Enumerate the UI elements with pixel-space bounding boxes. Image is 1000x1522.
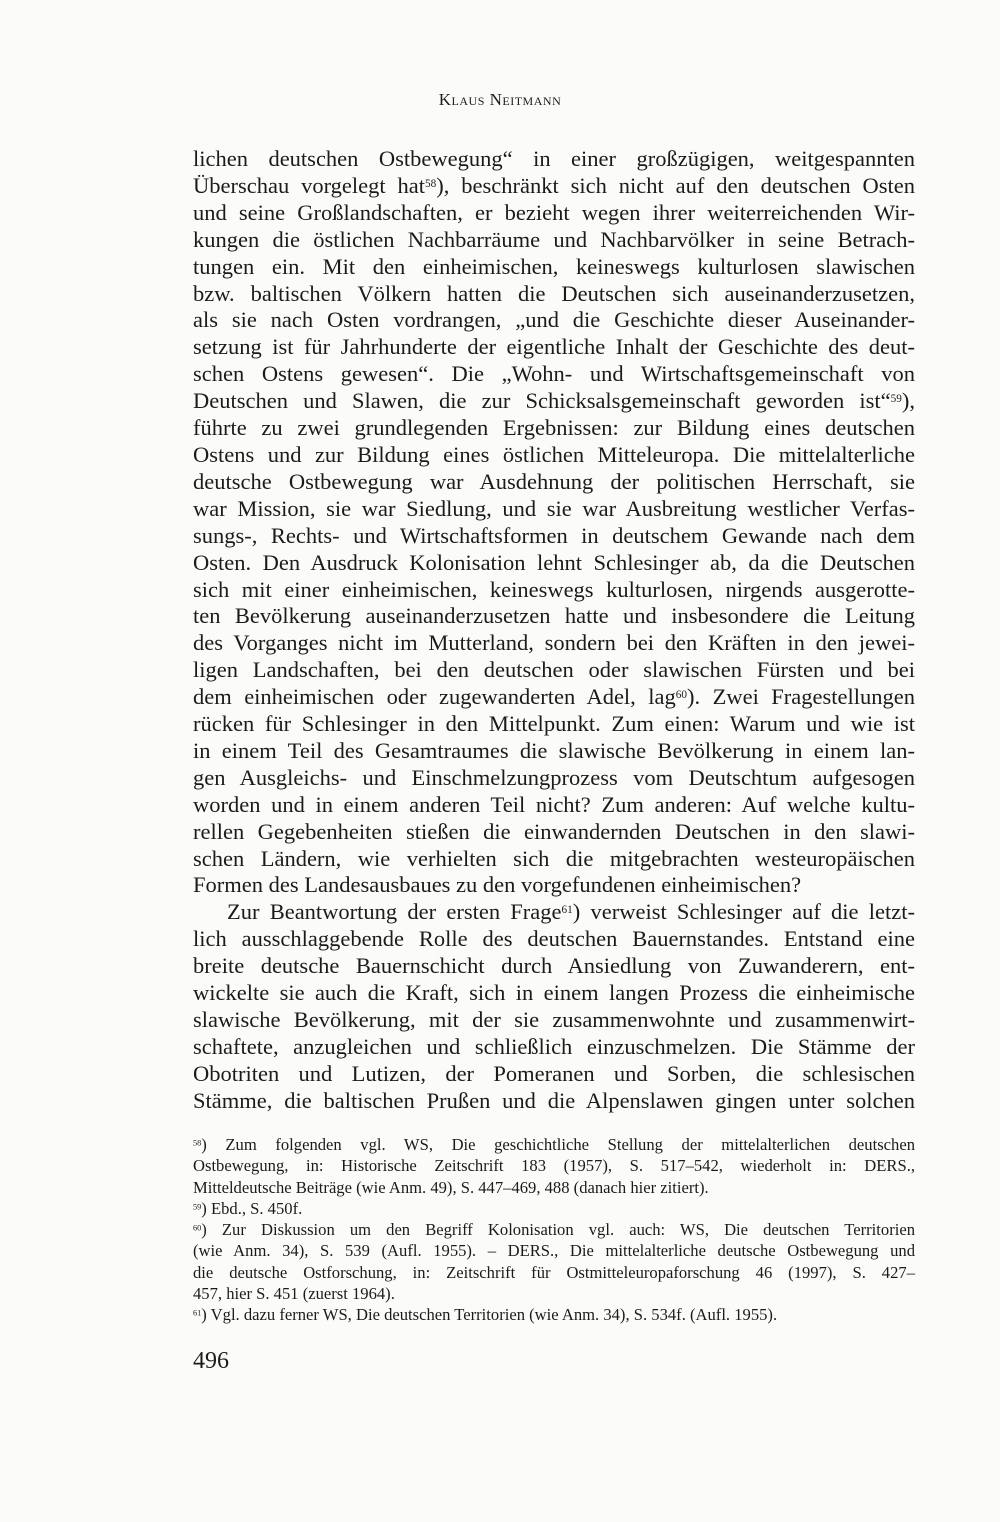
body-line <box>193 550 915 577</box>
text-segment: worden und in einem anderen Teil nicht? Zum anderen: Auf welche kultu- <box>193 791 915 817</box>
body-line <box>193 657 915 684</box>
text-segment: 457, hier S. 451 (zuerst 1964). <box>193 1284 395 1304</box>
page-number: 496 <box>193 1348 229 1374</box>
body-text <box>193 146 915 1115</box>
text-segment: Osten. Den Ausdruck Kolonisation lehnt Schlesinger ab, da die Deutschen <box>193 549 915 575</box>
body-line <box>193 227 915 254</box>
text-segment: Zur Beantwortung der ersten Frage <box>227 899 562 925</box>
text-segment: Deutschen und Slawen, die zur Schicksalsgemeinschaft geworden ist“ <box>193 388 891 414</box>
footnote-reference: 58 <box>425 177 437 190</box>
body-line <box>193 1034 915 1061</box>
footnote-number: 59 <box>193 1202 202 1212</box>
text-segment: deutsche Ostbewegung war Ausdehnung der politischen Herrschaft, sie <box>193 468 915 494</box>
body-line <box>193 361 915 388</box>
body-line <box>193 469 915 496</box>
text-segment: schen Ländern, wie verhielten sich die mitgebrachten westeuropäischen <box>193 845 915 871</box>
footnote-number: 58 <box>193 1138 202 1148</box>
text-segment: dem einheimischen oder zugewanderten Adel, lag <box>193 684 676 710</box>
text-segment: ) Vgl. dazu ferner WS, Die deutschen Territorien (wie Anm. 34), S. 534f. (Aufl. 1955). <box>201 1305 778 1325</box>
body-line <box>193 334 915 361</box>
footnote-reference: 59 <box>890 392 902 405</box>
body-line <box>193 1007 915 1034</box>
text-segment: wickelte sie auch die Kraft, sich in einem langen Prozess die einheimische <box>193 980 915 1006</box>
body-line <box>193 496 915 523</box>
footnote-line <box>193 1240 915 1261</box>
body-line <box>193 1088 915 1115</box>
body-line <box>193 281 915 308</box>
footnote-line <box>193 1198 915 1219</box>
text-segment: führte zu zwei grundlegenden Ergebnissen: zur Bildung eines deutschen <box>193 415 915 441</box>
text-segment: tungen ein. Mit den einheimischen, keineswegs kulturlosen slawischen <box>193 253 915 279</box>
text-segment: ), beschränkt sich nicht auf den deutschen Osten <box>436 172 915 198</box>
text-segment: rücken für Schlesinger in den Mittelpunkt. Zum einen: Warum und wie ist <box>193 711 915 737</box>
text-segment: ) verweist Schlesinger auf die letzt- <box>572 899 915 925</box>
footnote-line <box>193 1219 915 1240</box>
body-line <box>193 200 915 227</box>
text-segment: Stämme, die baltischen Prußen und die Alpenslawen gingen unter solchen <box>193 1087 915 1113</box>
text-segment: lichen deutschen Ostbewegung“ in einer großzügigen, weitgespannten <box>193 146 915 171</box>
footnote-line <box>193 1283 915 1304</box>
body-line <box>193 307 915 334</box>
text-segment: Obotriten und Lutizen, der Pomeranen und Sorben, die schlesischen <box>193 1060 915 1086</box>
footnote-line <box>193 1134 915 1155</box>
text-segment: sich mit einer einheimischen, keineswegs kulturlosen, nirgends ausgerotte- <box>193 576 915 602</box>
body-line <box>193 980 915 1007</box>
body-line <box>193 846 915 873</box>
body-line <box>193 254 915 281</box>
text-segment: slawische Bevölkerung, mit der sie zusammenwohnte und zusammenwirt- <box>193 1007 915 1032</box>
text-segment: kungen die östlichen Nachbarräume und Nachbarvölker in seine Betrach- <box>193 226 915 252</box>
text-segment: ) Ebd., S. 450f. <box>201 1198 303 1218</box>
text-segment: die deutsche Ostforschung, in: Zeitschrift für Ostmitteleuropaforschung 46 (1997), S. 427– <box>193 1262 915 1282</box>
text-segment: schen Ostens gewesen“. Die „Wohn- und Wirtschaftsgemeinschaft von <box>193 361 915 387</box>
body-line <box>193 603 915 630</box>
running-header: Klaus Neitmann <box>438 90 562 109</box>
text-segment: ), <box>901 388 915 414</box>
footnote-line <box>193 1177 915 1198</box>
body-line <box>193 1061 915 1088</box>
body-line <box>193 953 915 980</box>
footnote-number: 61 <box>193 1308 202 1318</box>
body-line <box>193 926 915 953</box>
text-segment: rellen Gegebenheiten stießen die einwandernden Deutschen in den slawi- <box>193 818 915 844</box>
body-line <box>193 173 915 200</box>
text-segment: ) Zum folgenden vgl. WS, Die geschichtliche Stellung der mittelalterlichen deutschen <box>201 1135 915 1154</box>
text-segment: breite deutsche Bauernschicht durch Ansiedlung von Zuwanderern, ent- <box>193 953 915 979</box>
text-segment: Mitteldeutsche Beiträge (wie Anm. 49), S. 447–469, 488 (danach hier zitiert). <box>193 1177 709 1197</box>
body-line <box>193 388 915 415</box>
text-segment: schaftete, anzugleichen und schließlich einzuschmelzen. Die Stämme der <box>193 1033 915 1059</box>
footnote-reference: 60 <box>675 688 688 701</box>
text-segment: Ostbewegung, in: Historische Zeitschrift 183 (1957), S. 517–542, wiederholt in: DERS., <box>193 1156 915 1176</box>
text-segment: setzung ist für Jahrhunderte der eigentliche Inhalt der Geschichte des deut- <box>193 334 915 360</box>
body-line <box>193 792 915 819</box>
text-segment: Überschau vorgelegt hat <box>193 172 426 198</box>
text-segment: in einem Teil des Gesamtraumes die slawische Bevölkerung in einem lan- <box>193 737 915 763</box>
footnote-line <box>193 1262 915 1283</box>
text-segment: ) Zur Diskussion um den Begriff Kolonisation vgl. auch: WS, Die deutschen Territorien <box>201 1220 915 1240</box>
body-line <box>193 765 915 792</box>
text-segment: lich ausschlaggebende Rolle des deutschen Bauernstandes. Entstand eine <box>193 926 915 952</box>
body-line <box>193 146 915 173</box>
footnotes <box>193 1134 915 1326</box>
body-line <box>193 442 915 469</box>
text-segment: (wie Anm. 34), S. 539 (Aufl. 1955). – DERS., Die mittelalterliche deutsche Ostbewegung und <box>193 1241 915 1261</box>
text-segment: und seine Großlandschaften, er bezieht wegen ihrer weiterreichenden Wir- <box>193 199 915 225</box>
body-line <box>193 738 915 765</box>
body-line <box>193 684 915 711</box>
text-segment: sungs-, Rechts- und Wirtschaftsformen in deutschem Gewande nach dem <box>193 522 915 548</box>
text-segment: bzw. baltischen Völkern hatten die Deutschen sich auseinanderzusetzen, <box>193 280 915 306</box>
text-segment: Ostens und zur Bildung eines östlichen Mitteleuropa. Die mittelalterliche <box>193 441 915 467</box>
footnote-line <box>193 1155 915 1176</box>
text-segment: gen Ausgleichs- und Einschmelzungprozess vom Deutschtum aufgesogen <box>193 764 915 790</box>
text-segment: des Vorganges nicht im Mutterland, sondern bei den Kräften in den jewei- <box>193 630 915 656</box>
body-line <box>193 819 915 846</box>
body-line <box>193 872 915 899</box>
footnote-number: 60 <box>193 1223 202 1233</box>
body-line <box>193 523 915 550</box>
body-line <box>193 899 915 926</box>
text-segment: ). Zwei Fragestellungen <box>687 684 915 710</box>
footnote-reference: 61 <box>561 904 573 917</box>
footnote-line <box>193 1304 915 1325</box>
text-segment: Formen des Landesausbaues zu den vorgefundenen einheimischen? <box>193 872 802 898</box>
text-segment: ligen Landschaften, bei den deutschen oder slawischen Fürsten und bei <box>193 657 915 683</box>
text-segment: war Mission, sie war Siedlung, und sie war Ausbreitung westlicher Verfas- <box>193 495 915 521</box>
body-line <box>193 415 915 442</box>
body-line <box>193 577 915 604</box>
text-segment: als sie nach Osten vordrangen, „und die Geschichte dieser Auseinander- <box>193 307 915 333</box>
text-segment: ten Bevölkerung auseinanderzusetzen hatte und insbesondere die Leitung <box>193 603 915 629</box>
body-line <box>193 711 915 738</box>
body-line <box>193 630 915 657</box>
